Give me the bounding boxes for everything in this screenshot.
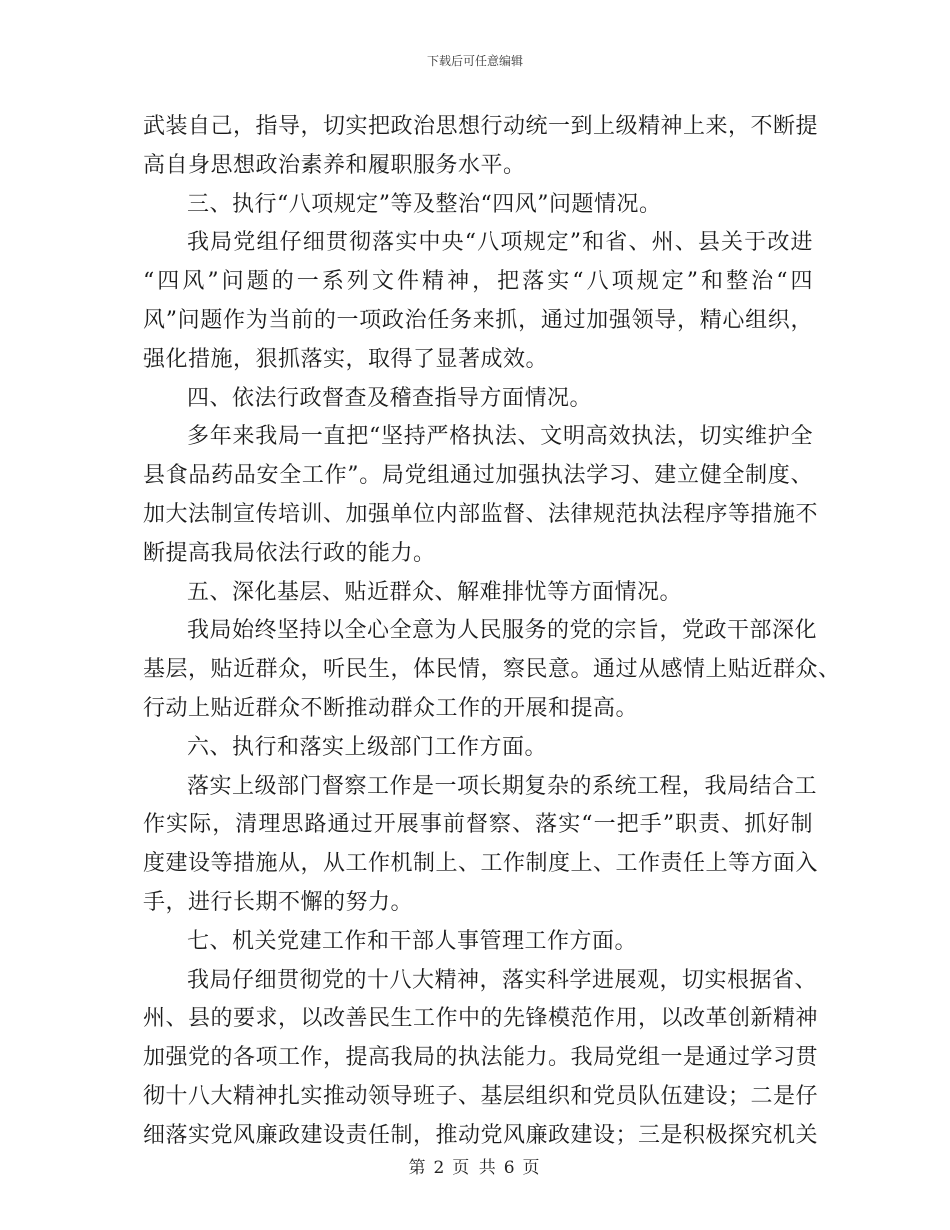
page-footer	[0, 1153, 950, 1178]
text-line: 加大法制宣传培训、加强单位内部监督、法律规范执法程序等措施不	[143, 501, 819, 527]
text-line: 断提高我局依法行政的能力。	[143, 540, 436, 566]
text-line: 加强党的各项工作，提高我局的执法能力。我局党组一是通过学习贯	[143, 1045, 819, 1071]
text-line: 行动上贴近群众不断推动群众工作的开展和提高。	[143, 695, 639, 721]
text-line: 武装自己，指导，切实把政治思想行动统一到上级精神上来，不断提	[143, 114, 819, 139]
text-line: 强化措施，狠抓落实，取得了显著成效。	[143, 346, 549, 372]
text-line: 风”问题作为当前的一项政治任务来抓，通过加强领导，精心组织，	[143, 307, 813, 333]
footer-middle: 页 共	[452, 1158, 498, 1178]
text-line: 五、深化基层、贴近群众、解难排忧等方面情况。	[187, 579, 683, 605]
footer-current-page: 2	[433, 1158, 447, 1178]
text-line: 州、县的要求，以改善民生工作中的先锋模范作用，以改革创新精神	[143, 1006, 819, 1032]
text-line: 我局仔细贯彻党的十八大精神，落实科学进展观，切实根据省、	[187, 967, 818, 993]
text-line: 我局始终坚持以全心全意为人民服务的党的宗旨，党政干部深化	[187, 618, 818, 644]
text-line: 作实际，清理思路通过开展事前督察、落实“一把手”职责、抓好制	[143, 812, 813, 838]
text-line: 六、执行和落实上级部门工作方面。	[187, 734, 548, 760]
text-line: 我局党组仔细贯彻落实中央“八项规定”和省、州、县关于改进	[187, 230, 813, 256]
text-line: 七、机关党建工作和干部人事管理工作方面。	[187, 928, 638, 954]
text-line: 基层，贴近群众，听民生，体民情，察民意。通过从感情上贴近群众、	[143, 657, 841, 683]
footer-total-pages: 6	[503, 1158, 517, 1178]
page-header: 下载后可任意编辑	[426, 54, 523, 68]
text-line: 县食品药品安全工作”。局党组通过加强执法学习、建立健全制度、	[143, 463, 813, 489]
text-line: 手，进行长期不懈的努力。	[143, 889, 414, 915]
text-line: “四风”问题的一系列文件精神，把落实“八项规定”和整治“四	[143, 269, 813, 295]
text-line: 细落实党风廉政建设责任制，推动党风廉政建设；三是积极探究机关	[143, 1122, 819, 1148]
text-line: 三、执行“八项规定”等及整治“四风”问题情况。	[187, 191, 662, 217]
text-line: 度建设等措施从，从工作机制上、工作制度上、工作责任上等方面入	[143, 851, 819, 877]
text-line: 四、依法行政督查及稽查指导方面情况。	[187, 385, 593, 411]
text-line: 高自身思想政治素养和履职服务水平。	[143, 152, 526, 178]
footer-prefix: 第	[408, 1158, 428, 1178]
text-line: 彻十八大精神扎实推动领导班子、基层组织和党员队伍建设；二是仔	[143, 1083, 819, 1109]
footer-suffix: 页	[522, 1158, 542, 1178]
document-body	[143, 108, 841, 1156]
text-line: 多年来我局一直把“坚持严格执法、文明高效执法，切实维护全	[187, 424, 813, 450]
text-line: 落实上级部门督察工作是一项长期复杂的系统工程，我局结合工	[187, 773, 818, 799]
